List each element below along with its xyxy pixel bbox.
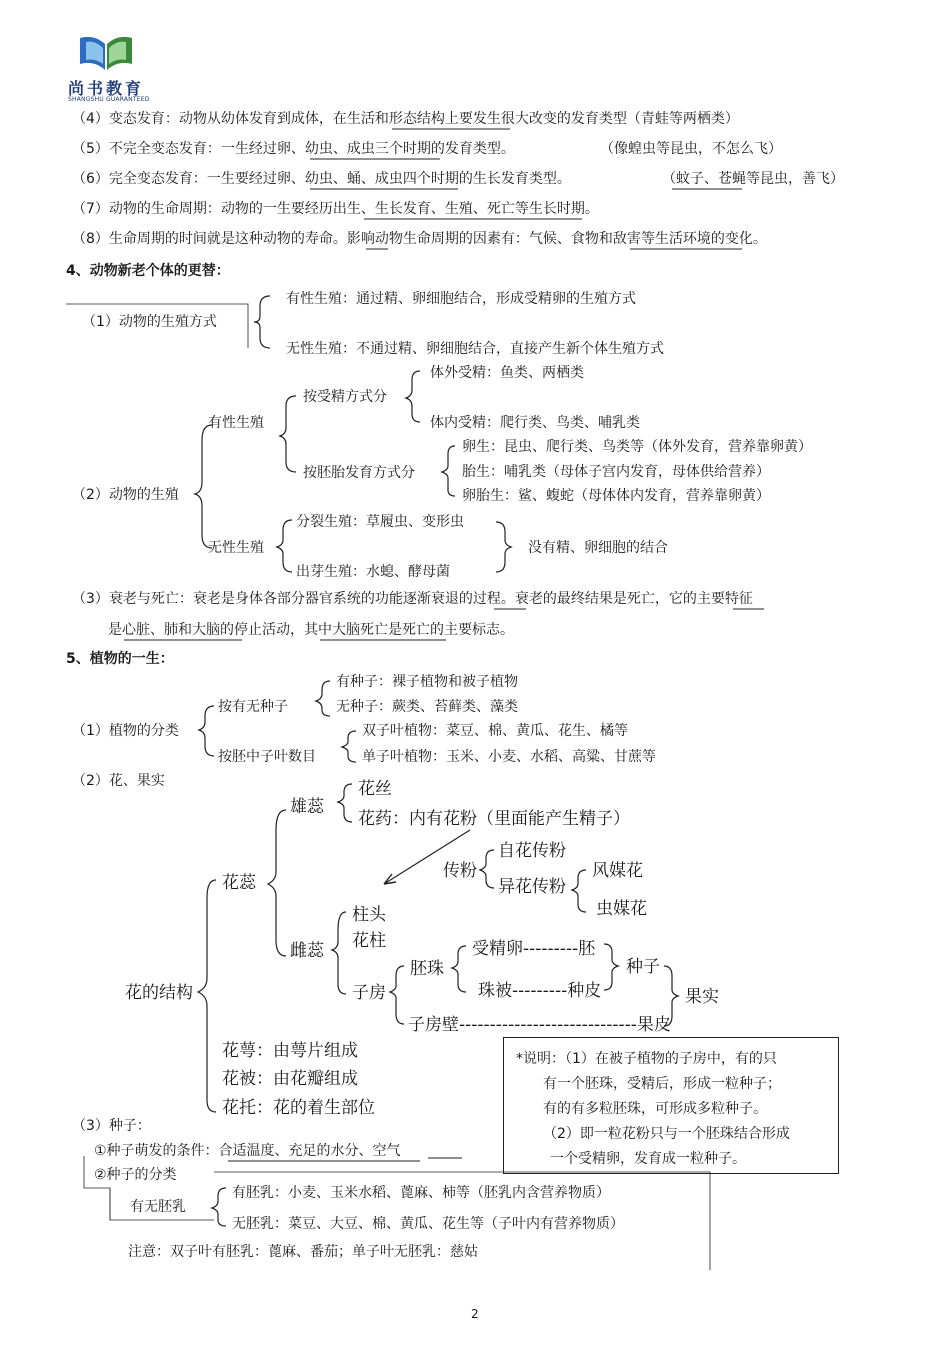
text-underlines bbox=[124, 129, 764, 1161]
by-cotyledon: 按胚中子叶数目 bbox=[218, 749, 316, 765]
section-5-heading: 5、植物的一生： bbox=[66, 651, 174, 667]
logo-en: SHANGSHU GUARANTEED bbox=[68, 96, 150, 103]
monocot: 单子叶植物：玉米、小麦、水稻、高粱、甘蔗等 bbox=[362, 749, 656, 765]
without-endosperm: 无胚乳：菜豆、大豆、棉、黄瓜、花生等（子叶内有营养物质） bbox=[232, 1216, 624, 1232]
fission: 分裂生殖：草履虫、变形虫 bbox=[296, 514, 464, 530]
asexual-definition: 无性生殖：不通过精、卵细胞结合，直接产生新个体生殖方式 bbox=[286, 341, 664, 357]
ovule: 胚珠 bbox=[410, 959, 444, 979]
dicot: 双子叶植物：菜豆、棉、黄瓜、花生、橘等 bbox=[362, 723, 628, 739]
sexual-repro: 有性生殖 bbox=[208, 415, 264, 431]
flower-fruit-label: （2）花、果实 bbox=[72, 773, 165, 789]
plant-classify-label: （1）植物的分类 bbox=[72, 723, 179, 739]
style: 花柱 bbox=[352, 931, 386, 951]
page-number: 2 bbox=[471, 1307, 479, 1321]
ovoviviparous: 卵胎生：鲨、蝮蛇（母体体内发育，营养靠卵黄） bbox=[462, 488, 770, 504]
line-6a: （6）完全变态发育：一生要经过卵、幼虫、蛹、成虫四个时期的生长发育类型。 bbox=[72, 171, 571, 187]
aging-line-1: （3）衰老与死亡：衰老是身体各部分器官系统的功能逐渐衰退的过程。衰老的最终结果是死亡，它的主要特征 bbox=[72, 591, 753, 607]
zygote-embryo: 受精卵---------胚 bbox=[472, 939, 596, 959]
line-8: （8）生命周期的时间就是这种动物的寿命。影响动物生命周期的因素有：气候、食物和敌害等生活环境的变化。 bbox=[72, 231, 767, 247]
line-7: （7）动物的生命周期：动物的一生要经历出生、生长发育、生殖、死亡等生长时期。 bbox=[72, 201, 599, 217]
internal-fertilization: 体内受精：爬行类、鸟类、哺乳类 bbox=[430, 415, 640, 431]
asexual-repro: 无性生殖 bbox=[208, 540, 264, 556]
with-endosperm: 有胚乳：小麦、玉米水稻、蓖麻、柿等（胚乳内含营养物质） bbox=[232, 1185, 610, 1201]
stigma: 柱头 bbox=[352, 905, 386, 925]
by-fertilization: 按受精方式分 bbox=[303, 389, 387, 405]
by-embryo: 按胚胎发育方式分 bbox=[303, 465, 415, 481]
flower-structure: 花的结构 bbox=[125, 983, 193, 1003]
pollination: 传粉 bbox=[443, 861, 477, 881]
endosperm-label: 有无胚乳 bbox=[130, 1199, 186, 1215]
seed-no: 无种子：蕨类、苔藓类、藻类 bbox=[336, 699, 518, 715]
receptacle: 花托：花的着生部位 bbox=[222, 1098, 375, 1118]
pistil: 雌蕊 bbox=[290, 941, 324, 961]
section-4-heading: 4、动物新老个体的更替： bbox=[66, 263, 230, 279]
viviparous: 胎生：哺乳类（母体子宫内发育，母体供给营养） bbox=[462, 464, 770, 480]
note-line-3: 有的有多粒胚珠，可形成多粒种子。 bbox=[543, 1101, 767, 1117]
seed-label: 种子 bbox=[626, 957, 660, 977]
sexual-definition: 有性生殖：通过精、卵细胞结合，形成受精卵的生殖方式 bbox=[286, 291, 636, 307]
line-5a: （5）不完全变态发育：一生经过卵、幼虫、成虫三个时期的发育类型。 bbox=[72, 141, 515, 157]
seed-note: 注意：双子叶有胚乳：蓖麻、番茄；单子叶无胚乳：慈姑 bbox=[128, 1244, 478, 1260]
seed-heading: （3）种子： bbox=[72, 1118, 151, 1134]
logo-cn: 尚书教育 bbox=[68, 79, 145, 98]
stamen-pistil: 花蕊 bbox=[222, 873, 256, 893]
oviparous: 卵生：昆虫、爬行类、鸟类等（体外发育，营养靠卵黄） bbox=[462, 439, 812, 455]
budding: 出芽生殖：水螅、酵母菌 bbox=[296, 564, 450, 580]
line-5b: （像蝗虫等昆虫，不怎么飞） bbox=[600, 141, 782, 157]
insect-pollinated: 虫媒花 bbox=[596, 899, 647, 919]
cross-pollination: 异花传粉 bbox=[498, 877, 566, 897]
note-line-4: （2）即一粒花粉只与一个胚珠结合形成 bbox=[543, 1126, 790, 1142]
corolla: 花被：由花瓣组成 bbox=[222, 1069, 358, 1089]
anther: 花药：内有花粉（里面能产生精子） bbox=[358, 809, 630, 829]
aging-line-2: 是心脏、肺和大脑的停止活动，其中大脑死亡是死亡的主要标志。 bbox=[108, 622, 514, 638]
calyx: 花萼：由萼片组成 bbox=[222, 1041, 358, 1061]
filament: 花丝 bbox=[358, 779, 392, 799]
note-line-5: 一个受精卵，发育成一粒种子。 bbox=[550, 1151, 746, 1167]
note-line-2: 有一个胚珠，受精后，形成一粒种子； bbox=[543, 1076, 781, 1092]
self-pollination: 自花传粉 bbox=[498, 841, 566, 861]
animal-repro-label: （2）动物的生殖 bbox=[72, 487, 179, 503]
ovary: 子房 bbox=[352, 983, 386, 1003]
seed-yes: 有种子：裸子植物和被子植物 bbox=[336, 674, 518, 690]
fruit-label: 果实 bbox=[685, 987, 719, 1007]
external-fertilization: 体外受精：鱼类、两栖类 bbox=[430, 365, 584, 381]
no-cells-note: 没有精、卵细胞的结合 bbox=[528, 540, 668, 556]
wind-pollinated: 风媒花 bbox=[592, 861, 643, 881]
seed-classify: ②种子的分类 bbox=[94, 1167, 177, 1183]
ovary-wall-pericarp: 子房壁-----------------------------果皮 bbox=[408, 1015, 671, 1035]
germination-conditions: ①种子萌发的条件：合适温度、充足的水分、空气 bbox=[94, 1143, 401, 1159]
integument-seedcoat: 珠被---------种皮 bbox=[478, 981, 602, 1001]
by-seed: 按有无种子 bbox=[218, 699, 288, 715]
line-4: （4）变态发育：动物从幼体发育到成体，在生活和形态结构上要发生很大改变的发育类型（青蛙等两栖类） bbox=[72, 111, 739, 127]
note-line-1: *说明：（1）在被子植物的子房中，有的只 bbox=[516, 1051, 777, 1067]
stamen: 雄蕊 bbox=[290, 797, 324, 817]
repro-way-label: （1）动物的生殖方式 bbox=[82, 314, 217, 330]
line-6b: （蚊子、苍蝇等昆虫，善飞） bbox=[662, 171, 844, 187]
